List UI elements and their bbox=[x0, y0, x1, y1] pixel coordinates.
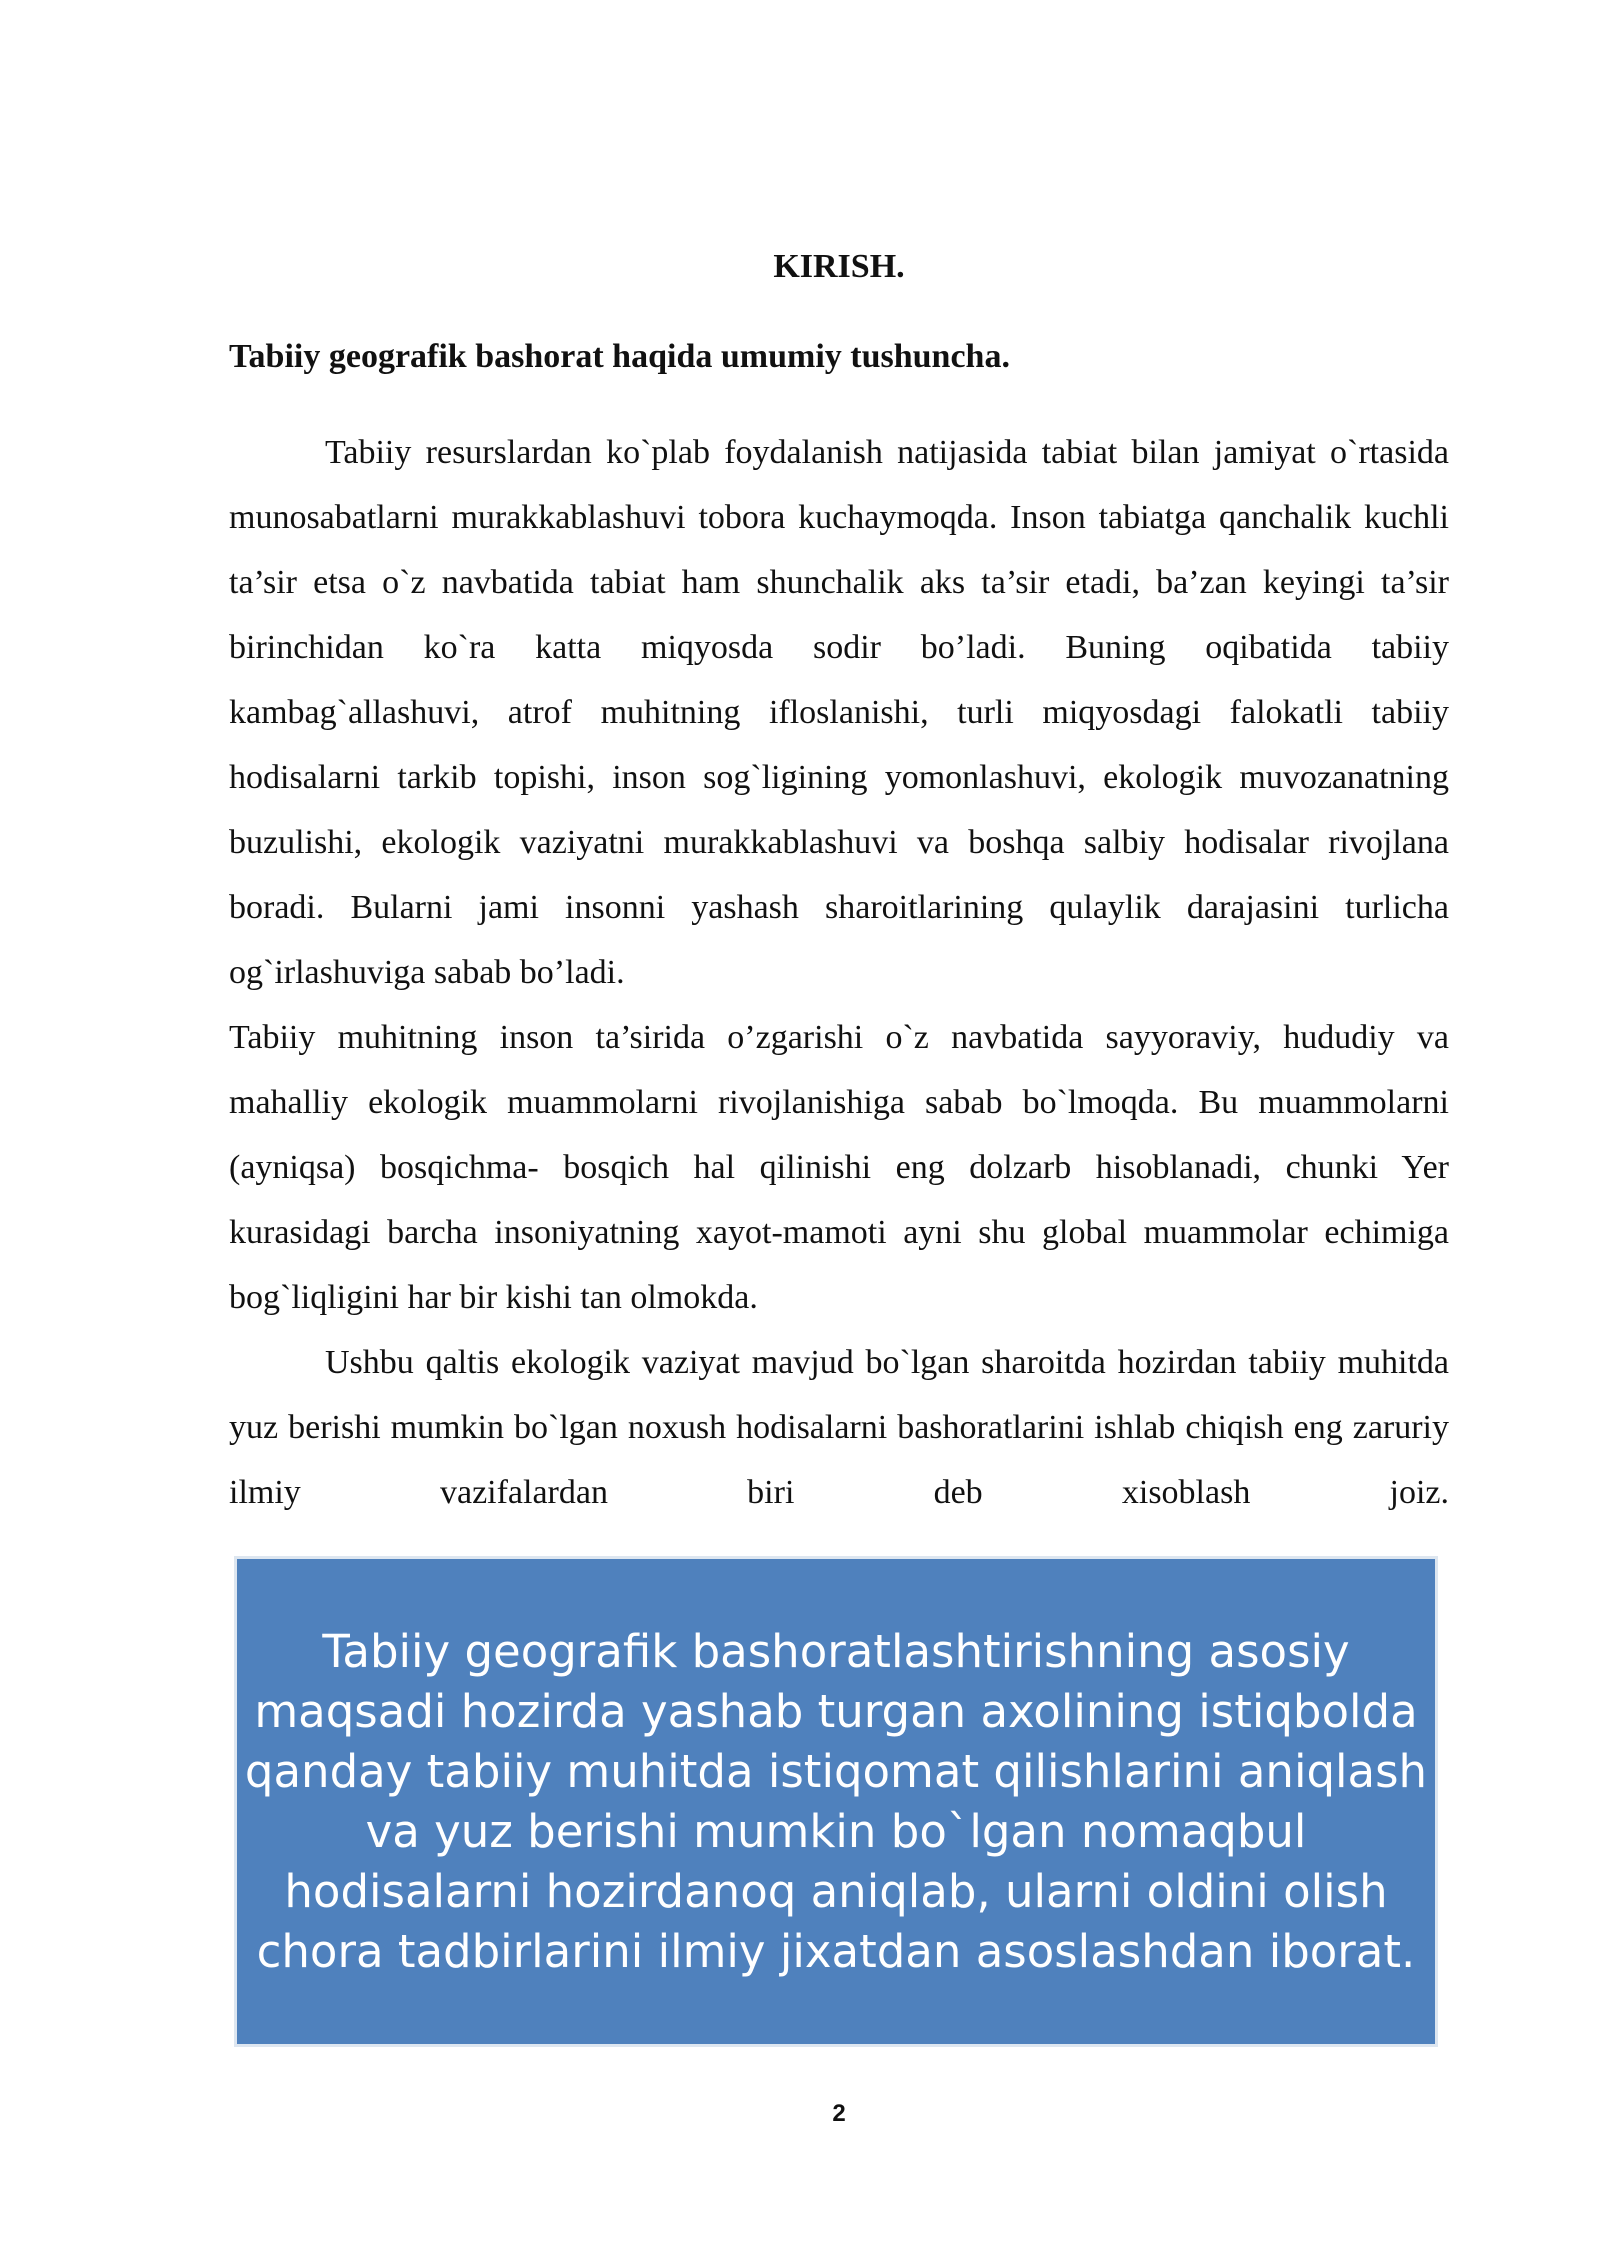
page-number: 2 bbox=[832, 2100, 846, 2127]
callout-text: Tabiiy geografik bashoratlashtirishning asosiy maqsadi hozirda yashab turgan axolining istiqbolda qanday tabiiy muhitda istiqomat qilishlarini aniqlash va yuz berishi mumkin bo`lgan nomaqbul hodisalarni hozirdanoq aniqlab, ularni oldini olish chora tadbirlarini ilmiy jixatdan asoslashdan iborat. bbox=[244, 1624, 1428, 1978]
callout-box bbox=[234, 1556, 1438, 2047]
section-subtitle: Tabiiy geografik bashorat haqida umumiy tushuncha. bbox=[229, 338, 1010, 375]
page-title: KIRISH. bbox=[773, 248, 905, 285]
paragraph-2: Tabiiy muhitning inson ta’sirida o’zgarishi o`z navbatida sayyoraviy, hududiy va mahalliy ekologik muammolarni rivojlanishiga sabab bo`lmoqda. Bu muammolarni (ayniqsa) bosqichma- bosqich hal qilinishi eng dolzarb hisoblanadi, chunki Yer kurasidagi barcha insoniyatning xayot-mamoti ayni shu global muammolar echimiga bog`liqligini har bir kishi tan olmokda. bbox=[229, 1019, 1449, 1316]
paragraph-1: Tabiiy resurslardan ko`plab foydalanish natijasida tabiat bilan jamiyat o`rtasida munosabatlarni murakkablashuvi tobora kuchaymoqda. Inson tabiatga qanchalik kuchli ta’sir etsa o`z navbatida tabiat ham shunchalik aks ta’sir etadi, ba’zan keyingi ta’sir birinchidan ko`ra katta miqyosda sodir bo’ladi. Buning oqibatida tabiiy kambag`allashuvi, atrof muhitning ifloslanishi, turli miqyosdagi falokatli tabiiy hodisalarni tarkib topishi, inson sog`ligining yomonlashuvi, ekologik muvozanatning buzulishi, ekologik vaziyatni murakkablashuvi va boshqa salbiy hodisalar rivojlana boradi. Bularni jami insonni yashash sharoitlarining qulaylik darajasini turlicha og`irlashuviga sabab bo’ladi. bbox=[229, 434, 1449, 991]
paragraph-3: Ushbu qaltis ekologik vaziyat mavjud bo`lgan sharoitda hozirdan tabiiy muhitda yuz berishi mumkin bo`lgan noxush hodisalarni bashoratlarini ishlab chiqish eng zaruriy ilmiy vazifalardan biri deb xisoblash joiz. bbox=[229, 1344, 1449, 1511]
